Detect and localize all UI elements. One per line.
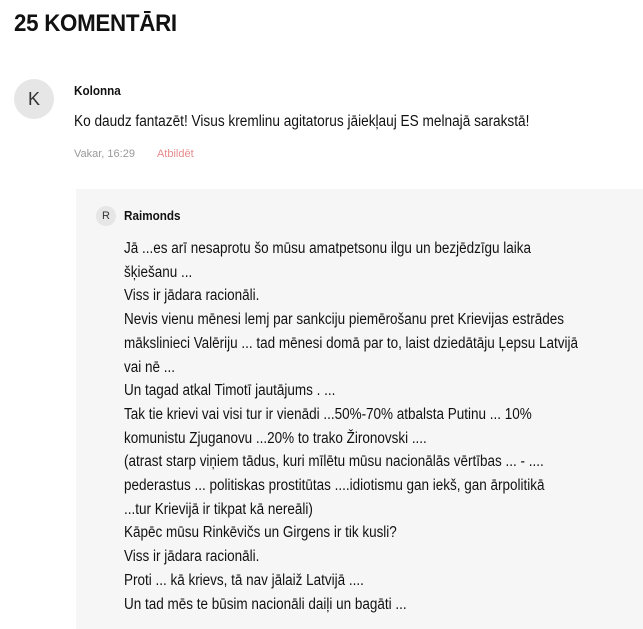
comment-text: Ko daudz fantazēt! Visus kremlinu agitatorus jāiekļauj ES melnajā sarakstā!: [74, 113, 530, 130]
reply-avatar-letter: R: [102, 210, 110, 222]
reply-line: Jā ...es arī nesaprotu šo mūsu amatpetsonu ilgu un bezjēdzīgu laika: [124, 240, 532, 257]
comment-author: Kolonna: [74, 83, 121, 98]
comment-time: Vakar, 16:29: [74, 148, 135, 160]
reply-line: ...tur Krievijā ir tikpat kā nereāli): [124, 500, 313, 518]
reply-line: šķiešanu ...: [124, 263, 193, 281]
reply-line: Un tad mēs te būsim nacionāli daiļi un bagāti ...: [124, 595, 407, 613]
reply-text: [124, 237, 611, 616]
reply-line: vai nē ...: [124, 358, 175, 376]
reply-line: (atrast starp viņiem tādus, kuri mīlētu mūsu nacionālās vērtības ... - ....: [124, 453, 544, 471]
reply-line: Nevis vienu mēnesi lemj par sankciju piemērošanu pret Krievijas estrādes: [124, 311, 564, 329]
reply-line: Kāpēc mūsu Rinkēvičs un Girgens ir tik kusli?: [124, 524, 397, 542]
reply-line: pederastus ... politiskas prostitūtas ....idiotismu gan iekš, gan ārpolitikā: [124, 477, 545, 495]
reply-line: komunistu Zjuganovu ...20% to trako Žironovski ....: [124, 429, 427, 447]
comment-meta: [74, 148, 194, 160]
reply-line: Tak tie krievi vai visi tur ir vienādi ...50%-70% atbalsta Putinu ... 10%: [124, 405, 532, 423]
reply-line: Viss ir jādara racionāli.: [124, 287, 260, 305]
comments-heading: 25 KOMENTĀRI: [14, 10, 177, 37]
reply-link[interactable]: Atbildēt: [156, 148, 194, 160]
avatar: [14, 79, 54, 119]
reply-line: Proti ... kā krievs, tā nav jālaiž Latvijā ....: [124, 571, 364, 589]
reply-line: Viss ir jādara racionāli.: [124, 548, 260, 566]
reply-avatar: [96, 206, 116, 226]
reply-line: Un tagad atkal Timotī jautājums . ...: [124, 382, 336, 400]
reply-author: Raimonds: [124, 208, 181, 223]
avatar-letter: K: [27, 88, 40, 109]
reply-line: mākslinieci Valēriju ... tad mēnesi domā par to, laist dziedātāju Ļepsu Latvijā: [124, 334, 578, 352]
